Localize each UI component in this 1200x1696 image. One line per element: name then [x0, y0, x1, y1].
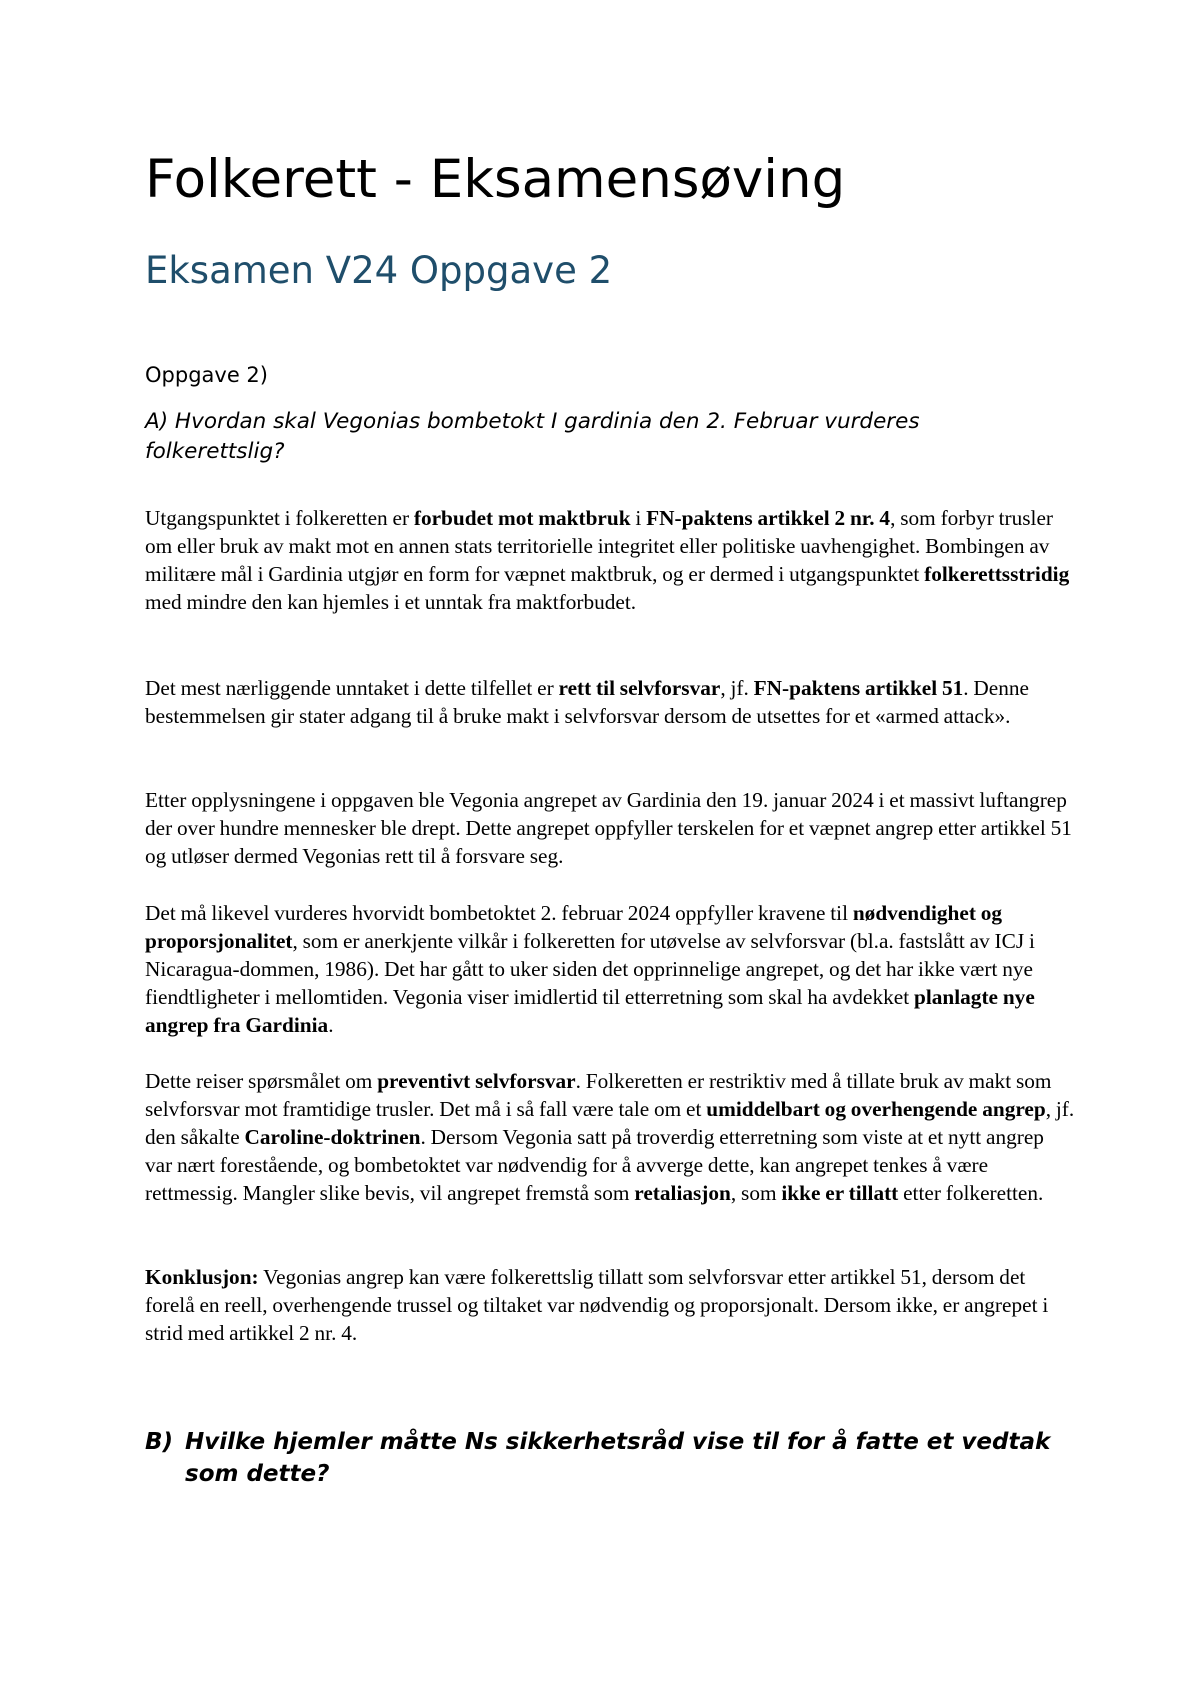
paragraph-necessity: Det må likevel vurderes hvorvidt bombetoktet 2. februar 2024 oppfyller kravene til nødvendighet og proporsjonalitet, som er anerkjente vilkår i folkeretten for utøvelse av selvforsvar (bl.a. fastslått av ICJ i Nicaragua-dommen, 1986). Det har gått to uker siden det opprinnelige angrepet, og det har ikke vært nye fiendtligheter i mellomtiden. Vegonia viser imidlertid til etterretning som skal ha avdekket planlagte nye angrep fra Gardinia.: [145, 901, 1035, 1037]
document-title: Folkerett - Eksamensøving: [145, 149, 846, 210]
paragraph-facts: Etter opplysningene i oppgaven ble Vegonia angrepet av Gardinia den 19. januar 2024 i et massivt luftangrep der over hundre mennesker ble drept. Dette angrepet oppfyller terskelen for et væpnet angrep etter artikkel 51 og utløser dermed Vegonias rett til å forsvare seg.: [145, 788, 1072, 868]
paragraph-selvforsvar: Det mest nærliggende unntaket i dette tilfellet er rett til selvforsvar, jf. FN-paktens artikkel 51. Denne bestemmelsen gir stater adgang til å bruke makt i selvforsvar dersom de utsettes for et «armed attack».: [145, 676, 1030, 728]
paragraph-maktforbud: Utgangspunktet i folkeretten er forbudet mot maktbruk i FN-paktens artikkel 2 nr. 4, som forbyr trusler om eller bruk av makt mot en annen stats territorielle integritet eller politiske uavhengighet. Bombingen av militære mål i Gardinia utgjør en form for væpnet maktbruk, og er dermed i utgangspunktet folkerettsstridig med mindre den kan hjemles i et unntak fra maktforbudet.: [145, 506, 1070, 614]
question-b: [145, 1426, 1095, 1490]
question-b-prefix: B): [145, 1429, 174, 1455]
question-b-text: Hvilke hjemler måtte Ns sikkerhetsråd vise til for å fatte et vedtak som dette?: [185, 1429, 1051, 1487]
section-heading: Eksamen V24 Oppgave 2: [145, 249, 613, 292]
paragraph-preventive: Dette reiser spørsmålet om preventivt selvforsvar. Folkeretten er restriktiv med å tillate bruk av makt som selvforsvar mot framtidige trusler. Det må i så fall være tale om et umiddelbart og overhengende angrep, jf. den såkalte Caroline-doktrinen. Dersom Vegonia satt på troverdig etterretning som viste at et nytt angrep var nært forestående, og bombetoktet var nødvendig for å avverge dette, kan angrepet tenkes å være rettmessig. Mangler slike bevis, vil angrepet fremstå som retaliasjon, som ikke er tillatt etter folkeretten.: [145, 1069, 1075, 1205]
question-a: A) Hvordan skal Vegonias bombetokt I gardinia den 2. Februar vurderes folkerettslig?: [145, 409, 920, 464]
paragraph-conclusion: Konklusjon: Vegonias angrep kan være folkerettslig tillatt som selvforsvar etter artikkel 51, dersom det forelå en reell, overhengende trussel og tiltaket var nødvendig og proporsjonalt. Dersom ikke, er angrepet i strid med artikkel 2 nr. 4.: [145, 1265, 1049, 1345]
task-label: Oppgave 2): [145, 363, 268, 387]
